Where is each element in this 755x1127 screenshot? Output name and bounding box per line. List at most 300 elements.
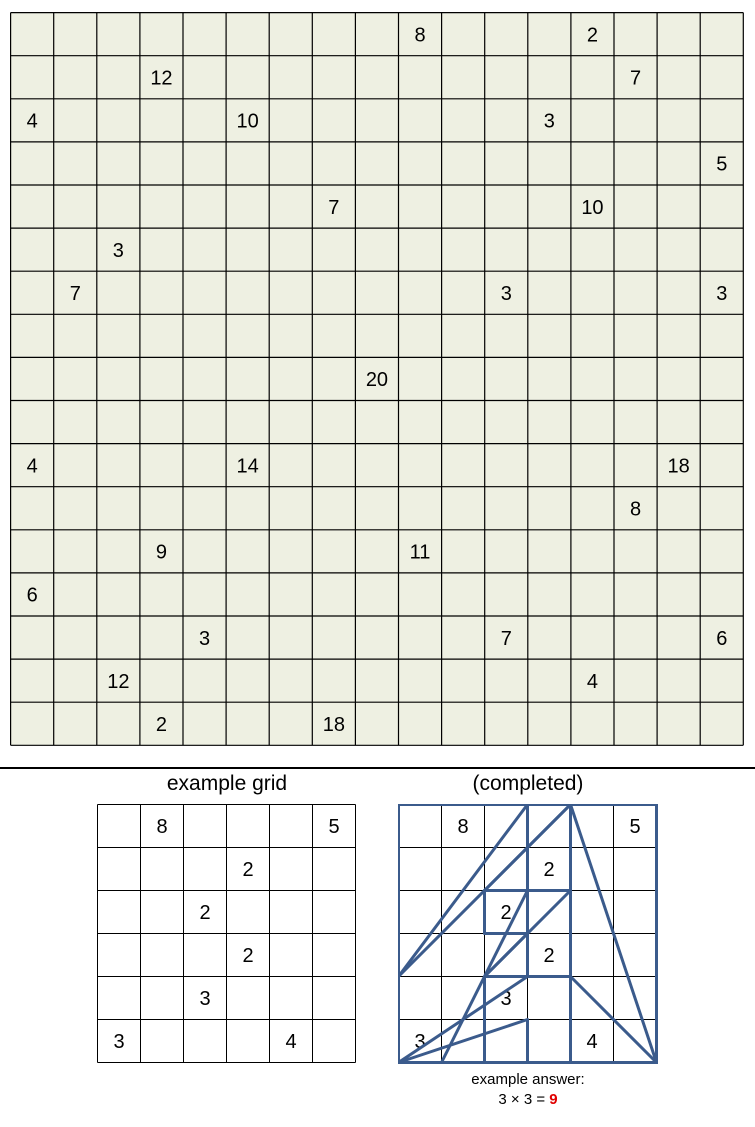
- main-clue-number: 4: [26, 455, 38, 478]
- main-clue-number: 5: [716, 153, 728, 176]
- main-cell[interactable]: [355, 487, 398, 530]
- main-cell[interactable]: [97, 185, 140, 228]
- main-cell[interactable]: [183, 56, 226, 99]
- main-cell[interactable]: [11, 487, 54, 530]
- main-cell[interactable]: [97, 13, 140, 56]
- main-cell[interactable]: [442, 271, 485, 314]
- main-cell[interactable]: [269, 401, 312, 444]
- main-cell[interactable]: [442, 56, 485, 99]
- main-clue-number: 2: [586, 24, 599, 47]
- main-cell[interactable]: [226, 271, 269, 314]
- main-cell[interactable]: [226, 228, 269, 271]
- main-cell[interactable]: [11, 271, 54, 314]
- main-cell[interactable]: [97, 357, 140, 400]
- main-cell[interactable]: [485, 13, 528, 56]
- main-cell[interactable]: [269, 530, 312, 573]
- main-cell[interactable]: [183, 357, 226, 400]
- main-cell[interactable]: [355, 530, 398, 573]
- main-cell[interactable]: [11, 530, 54, 573]
- main-clue-number: 4: [586, 670, 599, 693]
- main-cell[interactable]: [312, 314, 355, 357]
- main-cell[interactable]: [571, 142, 614, 185]
- main-cell[interactable]: [614, 444, 657, 487]
- main-cell[interactable]: [226, 142, 269, 185]
- main-cell[interactable]: [54, 401, 97, 444]
- main-cell[interactable]: [269, 56, 312, 99]
- main-cell[interactable]: [312, 13, 355, 56]
- main-cell[interactable]: [442, 444, 485, 487]
- main-cell[interactable]: [312, 228, 355, 271]
- main-cell[interactable]: [528, 56, 571, 99]
- example-clue-number: 5: [328, 816, 340, 839]
- example-cell: [141, 977, 184, 1020]
- main-cell[interactable]: [614, 573, 657, 616]
- main-cell[interactable]: [614, 616, 657, 659]
- main-cell[interactable]: [528, 271, 571, 314]
- main-cell[interactable]: [97, 530, 140, 573]
- main-cell[interactable]: [571, 530, 614, 573]
- example-grid: [97, 804, 357, 1064]
- main-cell[interactable]: [399, 228, 442, 271]
- main-cell[interactable]: [97, 271, 140, 314]
- main-cell[interactable]: [11, 659, 54, 702]
- main-cell[interactable]: [269, 13, 312, 56]
- main-cell[interactable]: [140, 487, 183, 530]
- main-cell[interactable]: [312, 271, 355, 314]
- completed-clue-number: 8: [457, 816, 469, 839]
- main-cell[interactable]: [54, 185, 97, 228]
- main-cell[interactable]: [700, 530, 743, 573]
- main-cell[interactable]: [183, 530, 226, 573]
- main-cell[interactable]: [442, 616, 485, 659]
- main-cell[interactable]: [269, 185, 312, 228]
- main-cell[interactable]: [528, 487, 571, 530]
- example-cell: [98, 934, 141, 977]
- main-cell[interactable]: [485, 401, 528, 444]
- main-cell[interactable]: [399, 444, 442, 487]
- main-cell[interactable]: [571, 487, 614, 530]
- main-cell[interactable]: [614, 13, 657, 56]
- main-cell[interactable]: [485, 99, 528, 142]
- main-cell[interactable]: [269, 702, 312, 745]
- completed-clue-number: 2: [500, 902, 512, 925]
- main-cell[interactable]: [140, 271, 183, 314]
- main-cell[interactable]: [226, 487, 269, 530]
- main-cell[interactable]: [140, 573, 183, 616]
- example-cell: [184, 934, 227, 977]
- example-cell: [227, 1020, 270, 1063]
- main-cell[interactable]: [355, 56, 398, 99]
- main-cell[interactable]: [312, 357, 355, 400]
- example-cell: [227, 891, 270, 934]
- main-cell[interactable]: [442, 659, 485, 702]
- main-cell[interactable]: [614, 659, 657, 702]
- main-cell[interactable]: [528, 573, 571, 616]
- main-cell[interactable]: [11, 357, 54, 400]
- main-cell[interactable]: [97, 142, 140, 185]
- main-cell[interactable]: [399, 616, 442, 659]
- main-cell[interactable]: [355, 228, 398, 271]
- main-cell[interactable]: [657, 573, 700, 616]
- main-cell[interactable]: [571, 228, 614, 271]
- main-cell[interactable]: [54, 314, 97, 357]
- main-cell[interactable]: [571, 357, 614, 400]
- main-cell[interactable]: [571, 314, 614, 357]
- main-cell[interactable]: [355, 702, 398, 745]
- completed-cell: [614, 891, 657, 934]
- main-cell[interactable]: [571, 444, 614, 487]
- main-cell[interactable]: [485, 444, 528, 487]
- main-cell[interactable]: [54, 228, 97, 271]
- main-puzzle-grid[interactable]: [10, 12, 744, 748]
- main-cell[interactable]: [528, 530, 571, 573]
- main-cell[interactable]: [226, 616, 269, 659]
- main-cell[interactable]: [700, 702, 743, 745]
- example-cell: [141, 848, 184, 891]
- main-cell[interactable]: [442, 314, 485, 357]
- main-cell[interactable]: [140, 314, 183, 357]
- example-cell: [141, 934, 184, 977]
- main-cell[interactable]: [97, 314, 140, 357]
- main-cell[interactable]: [97, 401, 140, 444]
- main-cell[interactable]: [657, 659, 700, 702]
- main-cell[interactable]: [528, 185, 571, 228]
- main-cell[interactable]: [571, 573, 614, 616]
- main-cell[interactable]: [528, 702, 571, 745]
- completed-clue-number: 4: [586, 1031, 598, 1054]
- main-cell[interactable]: [140, 401, 183, 444]
- main-cell[interactable]: [657, 530, 700, 573]
- main-cell[interactable]: [442, 401, 485, 444]
- main-cell[interactable]: [700, 228, 743, 271]
- example-clue-number: 2: [199, 902, 211, 925]
- main-cell[interactable]: [183, 659, 226, 702]
- main-cell[interactable]: [269, 444, 312, 487]
- main-cell[interactable]: [399, 573, 442, 616]
- main-cell[interactable]: [528, 13, 571, 56]
- main-cell[interactable]: [11, 228, 54, 271]
- main-cell[interactable]: [54, 444, 97, 487]
- main-cell[interactable]: [442, 99, 485, 142]
- main-cell[interactable]: [442, 357, 485, 400]
- completed-cell: [528, 1020, 571, 1063]
- main-cell[interactable]: [11, 142, 54, 185]
- main-cell[interactable]: [54, 487, 97, 530]
- main-cell[interactable]: [657, 702, 700, 745]
- main-cell[interactable]: [11, 314, 54, 357]
- main-cell[interactable]: [571, 99, 614, 142]
- main-cell[interactable]: [355, 99, 398, 142]
- main-cell[interactable]: [700, 444, 743, 487]
- main-cell[interactable]: [226, 357, 269, 400]
- main-cell[interactable]: [700, 314, 743, 357]
- main-cell[interactable]: [442, 185, 485, 228]
- main-cell[interactable]: [355, 271, 398, 314]
- main-cell[interactable]: [571, 56, 614, 99]
- main-cell[interactable]: [140, 659, 183, 702]
- main-cell[interactable]: [140, 357, 183, 400]
- main-cell[interactable]: [269, 659, 312, 702]
- main-cell[interactable]: [269, 487, 312, 530]
- main-cell[interactable]: [183, 314, 226, 357]
- main-cell[interactable]: [183, 444, 226, 487]
- main-cell[interactable]: [485, 659, 528, 702]
- main-cell[interactable]: [269, 573, 312, 616]
- main-cell[interactable]: [140, 13, 183, 56]
- main-cell[interactable]: [485, 573, 528, 616]
- example-clue-number: 2: [242, 945, 254, 968]
- main-cell[interactable]: [485, 702, 528, 745]
- main-cell[interactable]: [226, 530, 269, 573]
- main-cell[interactable]: [54, 56, 97, 99]
- main-cell[interactable]: [700, 401, 743, 444]
- main-cell[interactable]: [399, 357, 442, 400]
- main-cell[interactable]: [657, 271, 700, 314]
- main-cell[interactable]: [312, 99, 355, 142]
- main-cell[interactable]: [657, 357, 700, 400]
- main-cell[interactable]: [614, 228, 657, 271]
- main-cell[interactable]: [269, 357, 312, 400]
- main-cell[interactable]: [442, 487, 485, 530]
- main-cell[interactable]: [355, 573, 398, 616]
- main-cell[interactable]: [614, 185, 657, 228]
- main-cell[interactable]: [54, 530, 97, 573]
- main-clue-number: 12: [107, 670, 130, 693]
- main-cell[interactable]: [399, 99, 442, 142]
- main-cell[interactable]: [97, 702, 140, 745]
- main-cell[interactable]: [571, 271, 614, 314]
- main-cell[interactable]: [528, 616, 571, 659]
- main-cell[interactable]: [269, 616, 312, 659]
- main-cell[interactable]: [528, 659, 571, 702]
- main-cell[interactable]: [97, 444, 140, 487]
- main-cell[interactable]: [97, 487, 140, 530]
- main-cell[interactable]: [399, 271, 442, 314]
- main-cell[interactable]: [183, 702, 226, 745]
- example-clue-number: 3: [113, 1031, 125, 1054]
- main-cell[interactable]: [54, 357, 97, 400]
- example-cell: [98, 977, 141, 1020]
- main-cell[interactable]: [485, 530, 528, 573]
- main-cell[interactable]: [657, 228, 700, 271]
- main-cell[interactable]: [485, 228, 528, 271]
- main-cell[interactable]: [97, 56, 140, 99]
- main-cell[interactable]: [528, 142, 571, 185]
- main-cell[interactable]: [312, 573, 355, 616]
- main-cell[interactable]: [226, 401, 269, 444]
- main-cell[interactable]: [657, 142, 700, 185]
- main-cell[interactable]: [528, 444, 571, 487]
- main-cell[interactable]: [54, 702, 97, 745]
- main-cell[interactable]: [657, 99, 700, 142]
- main-cell[interactable]: [312, 444, 355, 487]
- main-cell[interactable]: [657, 56, 700, 99]
- main-cell[interactable]: [11, 185, 54, 228]
- main-cell[interactable]: [442, 13, 485, 56]
- main-cell[interactable]: [97, 573, 140, 616]
- main-cell[interactable]: [355, 659, 398, 702]
- main-cell[interactable]: [700, 99, 743, 142]
- main-cell[interactable]: [312, 401, 355, 444]
- main-cell[interactable]: [571, 702, 614, 745]
- main-cell[interactable]: [528, 401, 571, 444]
- main-clue-number: 7: [629, 67, 642, 90]
- main-cell[interactable]: [399, 487, 442, 530]
- main-cell[interactable]: [571, 616, 614, 659]
- main-cell[interactable]: [700, 573, 743, 616]
- main-clue-number: 20: [365, 369, 389, 392]
- main-cell[interactable]: [226, 314, 269, 357]
- main-cell[interactable]: [700, 659, 743, 702]
- main-cell[interactable]: [312, 659, 355, 702]
- main-clue-number: 9: [155, 541, 168, 564]
- main-cell[interactable]: [399, 314, 442, 357]
- main-cell[interactable]: [657, 185, 700, 228]
- main-cell[interactable]: [226, 185, 269, 228]
- main-cell[interactable]: [614, 99, 657, 142]
- main-cell[interactable]: [657, 314, 700, 357]
- main-cell[interactable]: [657, 401, 700, 444]
- main-cell[interactable]: [399, 401, 442, 444]
- main-cell[interactable]: [183, 99, 226, 142]
- main-cell[interactable]: [11, 616, 54, 659]
- main-cell[interactable]: [226, 13, 269, 56]
- main-cell[interactable]: [140, 185, 183, 228]
- main-cell[interactable]: [54, 13, 97, 56]
- example-cell: [313, 891, 356, 934]
- completed-clue-number: 3: [414, 1031, 426, 1054]
- main-cell[interactable]: [312, 616, 355, 659]
- main-cell[interactable]: [355, 401, 398, 444]
- main-cell[interactable]: [485, 56, 528, 99]
- main-cell[interactable]: [399, 56, 442, 99]
- main-cell[interactable]: [399, 185, 442, 228]
- main-cell[interactable]: [140, 444, 183, 487]
- main-cell[interactable]: [700, 13, 743, 56]
- main-cell[interactable]: [700, 357, 743, 400]
- main-cell[interactable]: [657, 616, 700, 659]
- example-clue-number: 3: [199, 988, 211, 1011]
- main-cell[interactable]: [614, 142, 657, 185]
- example-cell: [184, 1020, 227, 1063]
- main-cell[interactable]: [442, 228, 485, 271]
- main-cell[interactable]: [614, 530, 657, 573]
- main-cell[interactable]: [571, 401, 614, 444]
- main-cell[interactable]: [657, 13, 700, 56]
- main-cell[interactable]: [269, 99, 312, 142]
- main-cell[interactable]: [269, 228, 312, 271]
- main-cell[interactable]: [399, 659, 442, 702]
- main-cell[interactable]: [355, 314, 398, 357]
- main-cell[interactable]: [399, 142, 442, 185]
- main-cell[interactable]: [355, 185, 398, 228]
- main-cell[interactable]: [140, 228, 183, 271]
- main-cell[interactable]: [312, 530, 355, 573]
- main-cell[interactable]: [97, 99, 140, 142]
- main-cell[interactable]: [614, 314, 657, 357]
- main-cell[interactable]: [614, 271, 657, 314]
- main-cell[interactable]: [485, 487, 528, 530]
- main-cell[interactable]: [226, 702, 269, 745]
- main-cell[interactable]: [700, 487, 743, 530]
- main-cell[interactable]: [528, 314, 571, 357]
- main-cell[interactable]: [485, 185, 528, 228]
- main-cell[interactable]: [54, 659, 97, 702]
- main-cell[interactable]: [183, 401, 226, 444]
- main-cell[interactable]: [54, 573, 97, 616]
- main-cell[interactable]: [355, 616, 398, 659]
- main-cell[interactable]: [226, 573, 269, 616]
- main-cell[interactable]: [140, 99, 183, 142]
- main-cell[interactable]: [312, 142, 355, 185]
- example-cell: [98, 848, 141, 891]
- example-cell: [184, 848, 227, 891]
- example-cell: [227, 977, 270, 1020]
- main-cell[interactable]: [54, 142, 97, 185]
- completed-example-grid: [398, 804, 658, 1064]
- main-clue-number: 3: [716, 282, 728, 305]
- main-cell[interactable]: [355, 13, 398, 56]
- main-cell[interactable]: [11, 56, 54, 99]
- main-cell[interactable]: [11, 13, 54, 56]
- main-cell[interactable]: [269, 314, 312, 357]
- main-cell[interactable]: [442, 702, 485, 745]
- main-cell[interactable]: [528, 228, 571, 271]
- main-cell[interactable]: [442, 530, 485, 573]
- main-cell[interactable]: [700, 56, 743, 99]
- main-cell[interactable]: [614, 357, 657, 400]
- main-cell[interactable]: [269, 142, 312, 185]
- main-cell[interactable]: [97, 616, 140, 659]
- main-cell[interactable]: [11, 702, 54, 745]
- main-cell[interactable]: [183, 142, 226, 185]
- main-cell[interactable]: [614, 401, 657, 444]
- main-cell[interactable]: [140, 616, 183, 659]
- main-cell[interactable]: [485, 142, 528, 185]
- main-clue-number: 7: [69, 282, 81, 305]
- main-cell[interactable]: [183, 573, 226, 616]
- main-cell[interactable]: [485, 357, 528, 400]
- main-cell[interactable]: [54, 616, 97, 659]
- main-cell[interactable]: [183, 487, 226, 530]
- main-cell[interactable]: [226, 659, 269, 702]
- main-cell[interactable]: [183, 271, 226, 314]
- main-cell[interactable]: [11, 401, 54, 444]
- main-cell[interactable]: [700, 185, 743, 228]
- main-cell[interactable]: [485, 314, 528, 357]
- main-cell[interactable]: [269, 271, 312, 314]
- example-clue-number: 8: [156, 816, 168, 839]
- main-cell[interactable]: [528, 357, 571, 400]
- main-cell[interactable]: [312, 56, 355, 99]
- main-cell[interactable]: [183, 13, 226, 56]
- main-cell[interactable]: [312, 487, 355, 530]
- completed-cell: [442, 977, 485, 1020]
- main-cell[interactable]: [54, 99, 97, 142]
- main-cell[interactable]: [355, 444, 398, 487]
- main-cell[interactable]: [355, 142, 398, 185]
- main-cell[interactable]: [442, 142, 485, 185]
- main-cell[interactable]: [183, 228, 226, 271]
- main-cell[interactable]: [183, 185, 226, 228]
- example-cell: [141, 1020, 184, 1063]
- main-cell[interactable]: [614, 702, 657, 745]
- main-cell[interactable]: [140, 142, 183, 185]
- main-cell[interactable]: [442, 573, 485, 616]
- main-cell[interactable]: [657, 487, 700, 530]
- main-cell[interactable]: [399, 702, 442, 745]
- main-cell[interactable]: [226, 56, 269, 99]
